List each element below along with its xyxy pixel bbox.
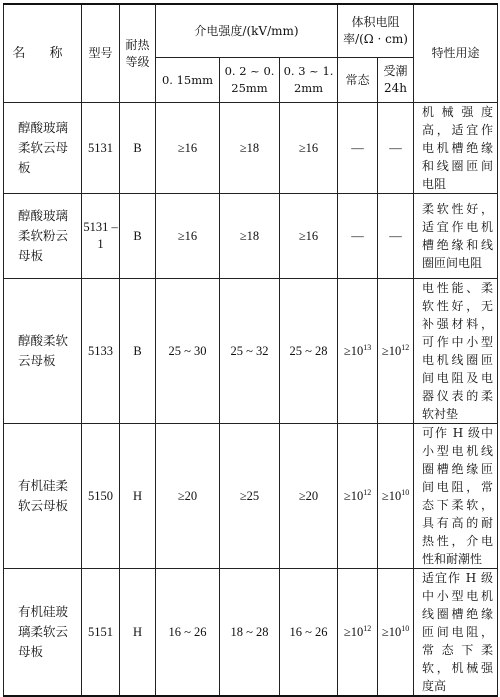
resistivity-base: ≥10 [343, 624, 364, 639]
row-features: 机械强度高，适宜作电机槽绝缘和线圈匝间电阻 [414, 103, 498, 194]
row-heat-class: H [120, 569, 156, 697]
row-dielectric-015: ≥20 [156, 424, 220, 569]
row-dielectric-02: 18 ~ 28 [220, 569, 280, 697]
table-row [4, 194, 498, 279]
row-resistivity-damp [378, 424, 414, 569]
row-dielectric-015: 25 ~ 30 [156, 279, 220, 424]
row-model: 5133 [82, 279, 120, 424]
row-resistivity-normal [338, 569, 378, 697]
row-dielectric-03: ≥20 [280, 424, 338, 569]
row-heat-class: H [120, 424, 156, 569]
resistivity-exponent: 10 [401, 623, 410, 633]
row-features: 柔软性好，适宜作电机槽绝缘和线圈匝间电阻 [414, 194, 498, 279]
row-features: 电性能、柔软性好，无补强材料，可作中小型电机线圈匝间电阻及电器仪表的柔软衬垫 [414, 279, 498, 424]
row-model: 5150 [82, 424, 120, 569]
header-model: 型号 [82, 4, 120, 103]
row-features: 适宜作 H 级中小型电机线圈槽绝缘匝间电阻，常态下柔软，机械强度高 [414, 569, 498, 697]
header-thickness-015: 0. 15mm [156, 58, 220, 103]
header-row-top [4, 4, 498, 58]
header-heat-class: 耐热等级 [120, 4, 156, 103]
header-features: 特性用途 [414, 4, 498, 103]
resistivity-base: — [351, 140, 364, 155]
resistivity-base: ≥10 [381, 488, 402, 503]
row-dielectric-03: 25 ~ 28 [280, 279, 338, 424]
resistivity-exponent: 12 [363, 487, 372, 497]
resistivity-exponent: 12 [363, 623, 372, 633]
resistivity-base: ≥10 [343, 488, 364, 503]
row-dielectric-03: ≥16 [280, 103, 338, 194]
row-resistivity-normal [338, 424, 378, 569]
resistivity-exponent: 13 [363, 342, 372, 352]
row-dielectric-02: ≥18 [220, 103, 280, 194]
resistivity-base: ≥10 [381, 624, 402, 639]
header-dielectric-strength: 介电强度/(kV/mm) [156, 4, 338, 58]
table-row [4, 569, 498, 697]
row-model: 5131 [82, 103, 120, 194]
row-dielectric-02: ≥25 [220, 424, 280, 569]
resistivity-base: — [351, 228, 364, 243]
resistivity-base: ≥10 [381, 343, 402, 358]
header-thickness-02-025: 0. 2 ~ 0. 25mm [220, 58, 280, 103]
table-row [4, 424, 498, 569]
table-row [4, 103, 498, 194]
row-resistivity-normal [338, 279, 378, 424]
row-resistivity-damp [378, 569, 414, 697]
row-model: 5151 [82, 569, 120, 697]
row-dielectric-015: ≥16 [156, 194, 220, 279]
row-resistivity-damp [378, 194, 414, 279]
header-damp-24h: 受潮24h [378, 58, 414, 103]
row-name: 醇酸玻璃柔软云母板 [4, 103, 82, 194]
resistivity-base: ≥10 [343, 343, 364, 358]
row-dielectric-03: 16 ~ 26 [280, 569, 338, 697]
row-resistivity-damp [378, 279, 414, 424]
resistivity-exponent: 12 [401, 342, 410, 352]
resistivity-base: — [389, 228, 402, 243]
row-features: 可作 H 级中小型电机线圈槽绝缘匝间电阻，常态下柔软，具有高的耐热性，介电性和耐潮性 [414, 424, 498, 569]
row-model: 5131 – 1 [82, 194, 120, 279]
row-heat-class: B [120, 194, 156, 279]
row-name: 醇酸柔软云母板 [4, 279, 82, 424]
mica-board-properties-table [3, 3, 498, 697]
row-name: 有机硅玻璃柔软云母板 [4, 569, 82, 697]
row-dielectric-02: ≥18 [220, 194, 280, 279]
row-heat-class: B [120, 103, 156, 194]
row-dielectric-03: ≥16 [280, 194, 338, 279]
table-row [4, 279, 498, 424]
header-name: 名 称 [4, 4, 82, 103]
resistivity-base: — [389, 140, 402, 155]
header-volume-resistivity: 体积电阻率/(Ω · cm) [338, 4, 414, 58]
mica-board-table-container [3, 3, 498, 697]
row-dielectric-015: ≥16 [156, 103, 220, 194]
row-heat-class: B [120, 279, 156, 424]
header-normal-state: 常态 [338, 58, 378, 103]
row-resistivity-normal [338, 103, 378, 194]
row-resistivity-normal [338, 194, 378, 279]
row-dielectric-02: 25 ~ 32 [220, 279, 280, 424]
resistivity-exponent: 10 [401, 487, 410, 497]
row-resistivity-damp [378, 103, 414, 194]
row-name: 有机硅柔软云母板 [4, 424, 82, 569]
header-thickness-03-12: 0. 3 ~ 1. 2mm [280, 58, 338, 103]
row-dielectric-015: 16 ~ 26 [156, 569, 220, 697]
row-name: 醇酸玻璃柔软粉云母板 [4, 194, 82, 279]
